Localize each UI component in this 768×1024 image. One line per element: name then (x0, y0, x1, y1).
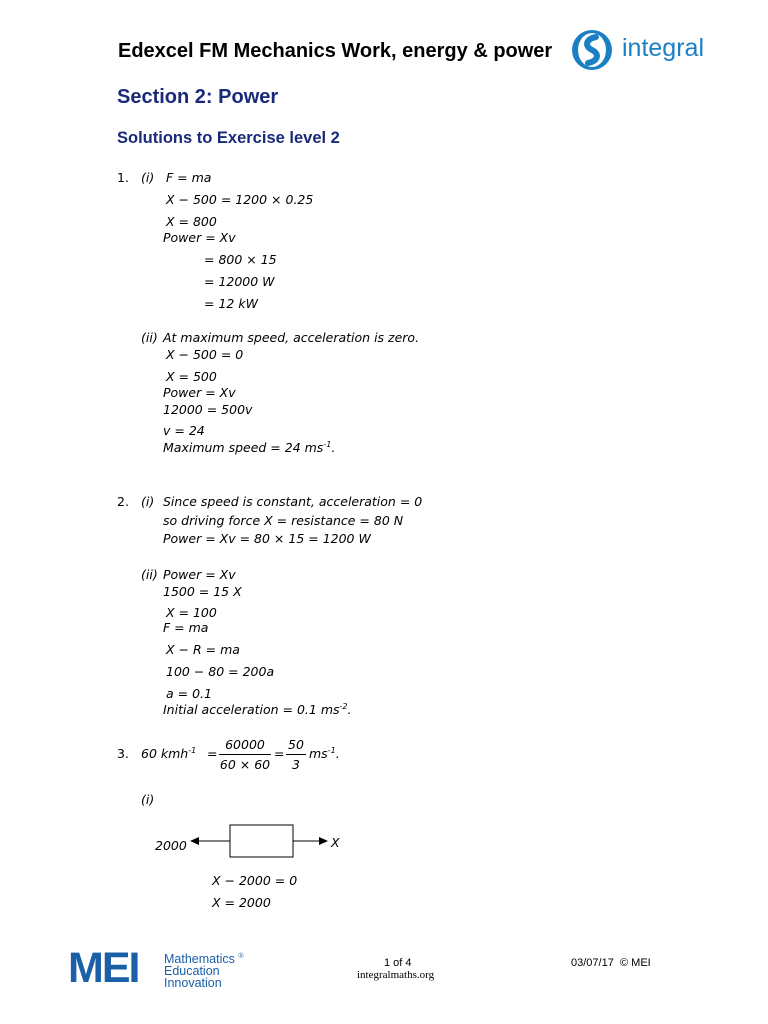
page-number: 1 of 4 (384, 957, 412, 969)
section-title: Section 2: Power (117, 86, 279, 108)
q2-initial-accel-text: Initial acceleration = 0.1 ms (163, 702, 340, 718)
q3-fraction-1-denominator: 60 × 60 (219, 757, 271, 772)
q2-part-ii-label: (ii) (141, 567, 158, 582)
q2-line: 100 − 80 = 200a (166, 664, 275, 679)
q1-line: v = 24 (163, 423, 205, 438)
diagram-left-force: 2000 (155, 838, 187, 853)
q1-line: At maximum speed, acceleration is zero. (163, 330, 420, 345)
document-title: Edexcel FM Mechanics Work, energy & power (118, 40, 553, 62)
integral-logo-icon (570, 28, 614, 72)
footer-copyright: © MEI (620, 957, 651, 969)
q2-line: Power = Xv = 80 × 15 = 1200 W (163, 531, 371, 546)
q2-line: F = ma (163, 620, 209, 635)
q2-line: X = 100 (166, 605, 217, 620)
q3-equals-2: = (274, 746, 285, 761)
q3-fraction-2-numerator: 50 (288, 737, 304, 752)
q3-lead (141, 746, 196, 761)
mei-logo (68, 944, 268, 992)
q3-line: X − 2000 = 0 (212, 873, 298, 888)
q1-part-i-label: (i) (141, 170, 155, 185)
q3-part-i-label: (i) (141, 792, 155, 807)
q2-part-i-label: (i) (141, 494, 155, 509)
q1-line: X = 500 (166, 369, 217, 384)
q3-fraction-2-denominator: 3 (292, 757, 300, 772)
q1-line: X − 500 = 1200 × 0.25 (166, 192, 314, 207)
q1-line: = 12000 W (204, 274, 275, 289)
q2-initial-accel (163, 702, 352, 717)
vehicle-box (230, 825, 293, 857)
q3-fraction-1-numerator: 60000 (225, 737, 265, 752)
q3-fraction-2-bar (286, 754, 306, 755)
mei-org-line: Education (164, 964, 220, 979)
q1-line: X − 500 = 0 (166, 347, 244, 362)
q2-initial-accel-unit-exp: -2 (339, 702, 348, 711)
q3-unit-end: . (335, 746, 340, 762)
q3-equals: = (207, 746, 218, 761)
q1-max-speed-unit-exp: -1 (323, 440, 332, 449)
q1-line: X = 800 (166, 214, 217, 229)
q3-unit-exp: -1 (327, 746, 336, 755)
integral-logo-text: integral (622, 34, 704, 62)
q2-initial-accel-end: . (347, 702, 352, 718)
q1-max-speed-text: Maximum speed = 24 ms (163, 440, 324, 456)
exercise-subtitle: Solutions to Exercise level 2 (117, 129, 340, 147)
q1-line: Power = Xv (163, 385, 236, 400)
q1-line: = 800 × 15 (204, 252, 277, 267)
mei-registered-mark: ® (238, 953, 244, 960)
q2-line: so driving force X = resistance = 80 N (163, 513, 404, 528)
q2-line: Since speed is constant, acceleration = 0 (163, 494, 423, 509)
q3-line: X = 2000 (212, 895, 271, 910)
integral-logo (570, 28, 720, 74)
mei-org-line: Innovation (164, 976, 222, 991)
q2-line: 1500 = 15 X (163, 584, 242, 599)
q1-part-ii-label: (ii) (141, 330, 158, 345)
right-arrowhead-icon (319, 837, 328, 845)
q1-max-speed (163, 440, 335, 455)
mei-org-line-text: Mathematics (164, 952, 235, 967)
footer-date: 03/07/17 (571, 957, 614, 969)
q3-lead-exp: -1 (188, 746, 197, 755)
q3-fraction-1-bar (219, 754, 271, 755)
q1-line: F = ma (166, 170, 212, 185)
q1-max-speed-end: . (331, 440, 336, 456)
q1-line: Power = Xv (163, 230, 236, 245)
q3-unit (309, 746, 340, 761)
left-arrowhead-icon (190, 837, 199, 845)
site-url: integralmaths.org (357, 969, 435, 981)
force-diagram (190, 822, 340, 862)
q2-line: a = 0.1 (166, 686, 212, 701)
mei-org-name (164, 951, 244, 989)
mei-logo-letters: MEI (68, 944, 139, 992)
q3-unit-text: ms (309, 746, 328, 762)
q3-number: 3. (117, 746, 129, 761)
diagram-right-force: X (331, 835, 340, 850)
q2-number: 2. (117, 494, 129, 509)
q1-line: 12000 = 500v (163, 402, 253, 417)
q2-line: X − R = ma (166, 642, 240, 657)
mei-org-line (164, 951, 244, 965)
q3-lead-text: 60 kmh (141, 746, 189, 762)
q2-line: Power = Xv (163, 567, 236, 582)
q1-number: 1. (117, 170, 129, 185)
q1-line: = 12 kW (204, 296, 258, 311)
